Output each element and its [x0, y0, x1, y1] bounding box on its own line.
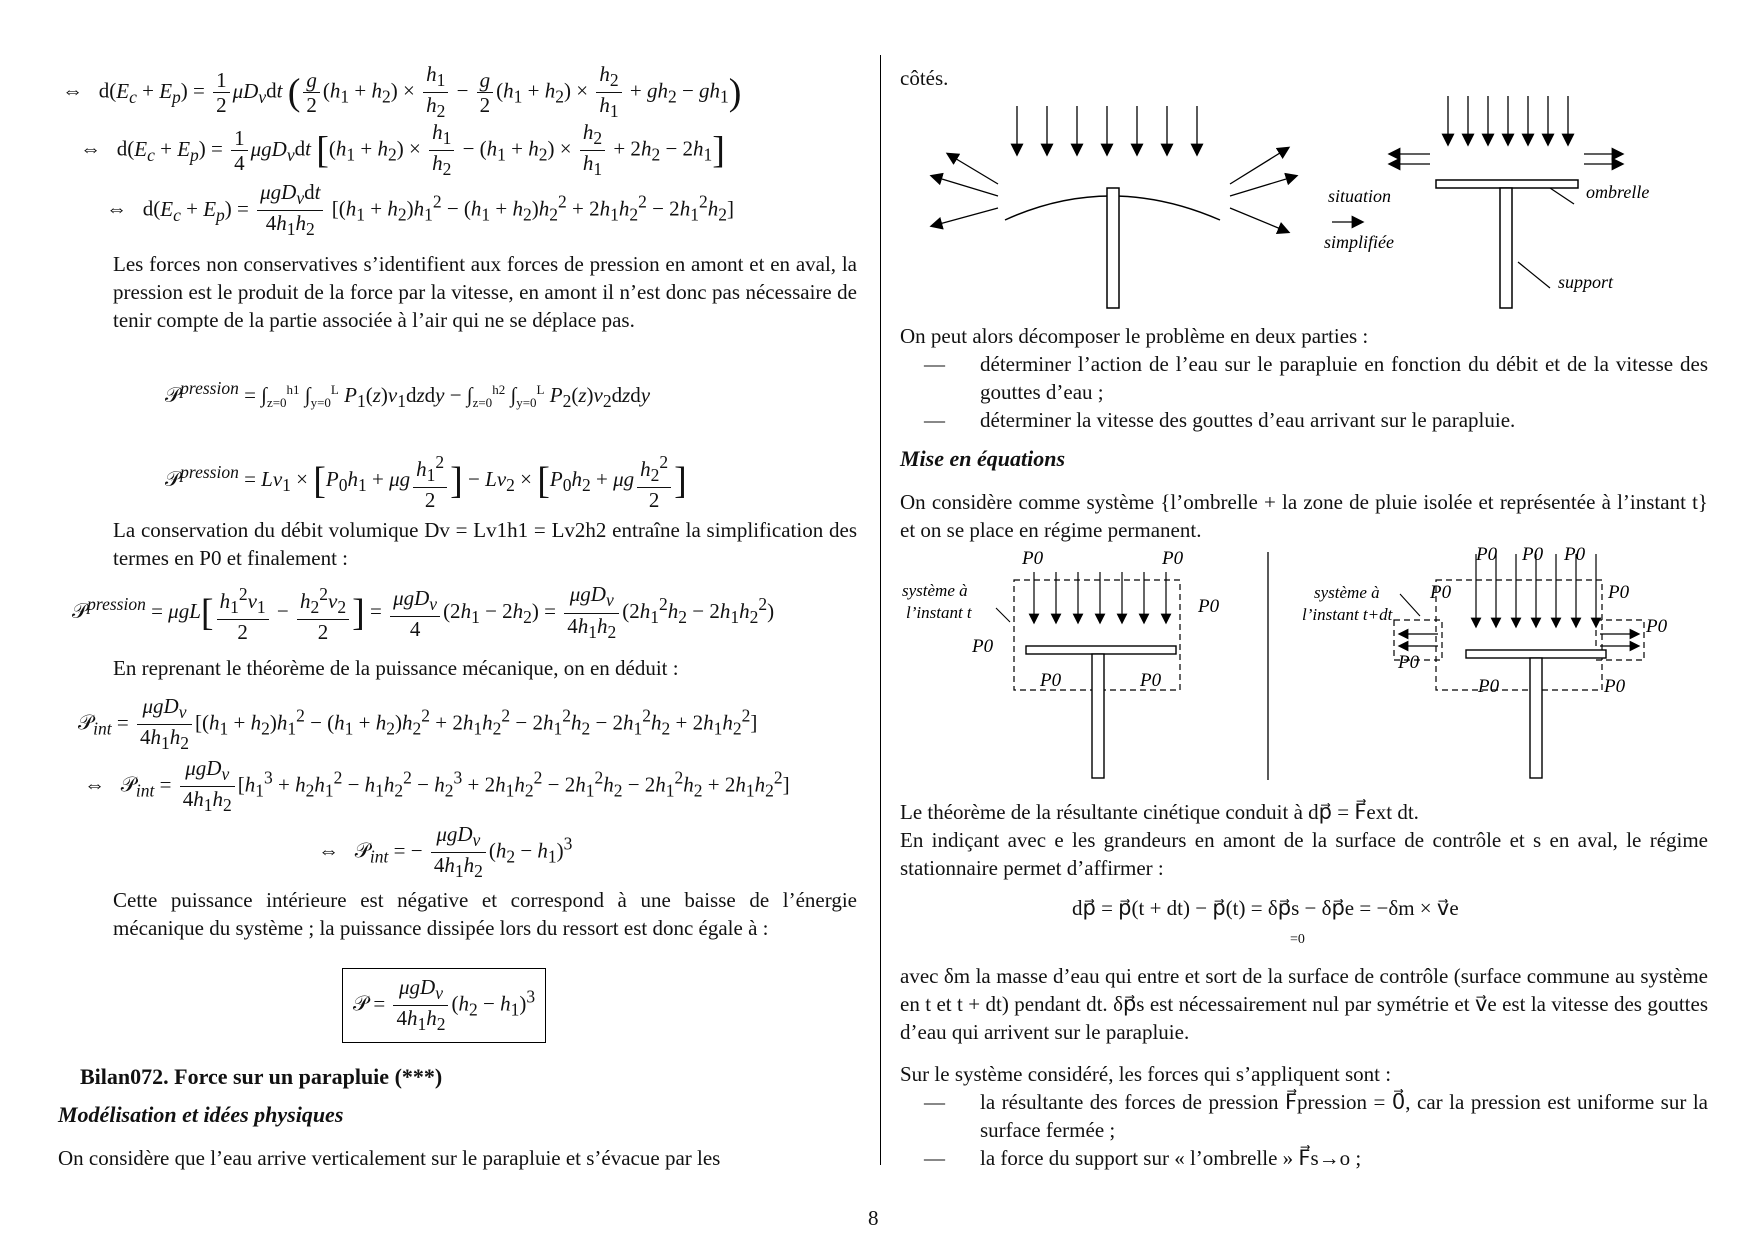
paragraph-forces-systeme: Sur le système considéré, les forces qui s’appliquent sont : — [900, 1062, 1392, 1086]
equation-8: ⇔ 𝒫$_{int}$ = $\frac{\mu gD_v}{4h_1h_2}$ $[h_1^3 + h_2h_1^2 - h_1h_2^2 - h_2^3 + 2h_1h_2^2 - 2h_1^2h_2 - 2h_1^2h_2 + 2h_1h_2^2]$ — [84, 756, 790, 816]
bullet-item: déterminer la vitesse des gouttes d’eau arrivant sur le parapluie. — [980, 408, 1516, 432]
equation-7: 𝒫$_{int}$ = $\frac{\mu gD_v}{4h_1h_2}$ $[(h_1 + h_2)h_1^2 - (h_1 + h_2)h_2^2 + 2h_1h_2^2 - 2h_1^2h_2 - 2h_1^2h_2 + 2h_1h_2^2]$ — [78, 694, 758, 754]
label-systeme-t-2: l’instant t — [906, 603, 972, 622]
p0-label: P0 — [1430, 582, 1452, 603]
paragraph-theoreme: En reprenant le théorème de la puissance mécanique, on en déduit : — [113, 656, 679, 680]
bullet-list-2 — [924, 1088, 1708, 1178]
equation-3: ⇔ $d(E_c + E_p)$ = $\frac{\mu gD_vdt}{4h_1h_2}$ $[(h_1 + h_2)h_1^2 - (h_1 + h_2)h_2^2 + 2h_1h_2^2 - 2h_1^2h_2]$ — [106, 180, 734, 240]
page-number: 8 — [868, 1206, 879, 1230]
paragraph-decomposer: On peut alors décomposer le problème en deux parties : — [900, 324, 1369, 348]
paragraph-masse: avec δm la masse d’eau qui entre et sort de la surface de contrôle (surface commune au système en t et t + dt) pendant dt. δp⃗s est nécessairement nul par symétrie et v⃗e est la vitesse des gouttes d’eau qui arrivent sur le parapluie. — [900, 964, 1708, 1044]
p0-label: P0 — [1398, 652, 1420, 673]
equation-1: ⇔ $d(E_c + E_p)$ = $\frac{1}{2}$ $\mu D_vdt$ ( $\frac{g}{2}$ $(h_1 + h_2)$ × $\frac{h_1}{h_2}$ − $\frac{g}{2}$ $(h_1 + h_2)$ × $\frac{h_2}{h_1}$ + $gh_2 - gh_1$) — [62, 62, 742, 122]
label-simplifiee: simplifiée — [1324, 232, 1394, 252]
equation-4: 𝒫$^{pression}$ = $\int_{z=0}^{h1}$ $\int_{y=0}^L$ $P_1(z)v_1dzdy - \int_{z=0}^{h2}$ $\int_{y=0}^L$ $P_2(z)v_2dzdy$ — [165, 378, 651, 412]
bullet-dash: — — [924, 408, 945, 432]
p0-label: P0 — [1478, 676, 1500, 697]
subsection-modelisation: Modélisation et idées physiques — [58, 1102, 344, 1127]
subsection-mise-en-equations: Mise en équations — [900, 446, 1066, 471]
bullet-item: la force du support sur « l’ombrelle » F⃗s→o ; — [980, 1146, 1362, 1170]
equation-5: 𝒫$^{pression}$ = $Lv_1 \times [P_0h_1 + \mu g$ $\frac{h_1^2}{2}$ ] − $Lv_2 \times [P_0h_2 + \mu g$ $\frac{h_2^2}{2}$ ] — [165, 452, 687, 513]
system-figure — [900, 546, 1708, 782]
bullet-dash: — — [924, 352, 945, 376]
paragraph-indicant: En indiçant avec e les grandeurs en amont de la surface de contrôle et s en aval, le régime stationnaire permet d’affirmer : — [900, 828, 1708, 880]
p0-label: P0 — [1522, 546, 1544, 565]
p0-label: P0 — [1198, 596, 1220, 617]
p0-label: P0 — [1040, 670, 1062, 691]
section-heading: Bilan072. Force sur un parapluie (***) — [80, 1064, 443, 1089]
label-support: support — [1558, 272, 1614, 292]
umbrella-figure — [900, 92, 1708, 320]
equation-9: ⇔ 𝒫$_{int}$ = − $\frac{\mu gD_v}{4h_1h_2}$ $(h_2 - h_1)^3$ — [318, 822, 573, 882]
paragraph-cotes: côtés. — [900, 66, 949, 90]
equation-momentum: dp⃗ = p⃗(t + dt) − p⃗(t) = δp⃗s − δp⃗e = −δm × v⃗e — [1072, 896, 1459, 920]
p0-label: P0 — [1608, 582, 1630, 603]
p0-label: P0 — [1140, 670, 1162, 691]
p0-label: P0 — [1646, 616, 1668, 637]
paragraph-eau: On considère que l’eau arrive verticalement sur le parapluie et s’évacue par les — [58, 1146, 721, 1170]
paragraph-resultante: Le théorème de la résultante cinétique conduit à dp⃗ = F⃗ext dt. — [900, 800, 1419, 824]
equation-momentum-under: =0 — [1290, 932, 1305, 947]
bullet-item: déterminer l’action de l’eau sur le parapluie en fonction du débit et de la vitesse des gouttes d’eau ; — [980, 352, 1708, 404]
p0-label: P0 — [1022, 548, 1044, 569]
paragraph-puissance: Cette puissance intérieure est négative et correspond à une baisse de l’énergie mécanique du système ; la puissance dissipée lors du ressort est donc égale à : — [113, 888, 857, 940]
p0-label: P0 — [972, 636, 994, 657]
p0-label: P0 — [1604, 676, 1626, 697]
label-systeme-t-1: système à — [902, 581, 968, 600]
p0-label: P0 — [1162, 548, 1184, 569]
p0-label: P0 — [1476, 546, 1498, 565]
label-situation: situation — [1328, 186, 1392, 206]
bullet-dash: — — [924, 1090, 945, 1114]
equation-2: ⇔ $d(E_c + E_p)$ = $\frac{1}{4}$ μgD$_v$dt [$(h_1 + h_2)$ × $\frac{h_1}{h_2}$ − $(h_1 + h_2)$ × $\frac{h_2}{h_1}$ + $2h_2 - 2h_1$] — [80, 120, 725, 180]
bullet-item: la résultante des forces de pression F⃗pression = 0⃗, car la pression est uniforme sur la surface fermée ; — [980, 1090, 1708, 1142]
label-systeme-tdt-2: l’instant t+dt — [1302, 605, 1393, 624]
equation-6: 𝒫$^{pression}$ = μgL[ $\frac{h_1^2v_1}{2}$ − $\frac{h_2^2v_2}{2}$ ] = $\frac{\mu gD_v}{4}$ $(2h_1 - 2h_2)$ = $\frac{\mu gD_v}{4h_1h_2}$ $(2h_1^2h_2 - 2h_1h_2^2)$ — [72, 582, 775, 645]
paragraph-forces: Les forces non conservatives s’identifient aux forces de pression en amont et en aval, la pression est le produit de la force par la vitesse, en amont il n’est donc pas nécessaire de tenir compte de la partie associée à l’air qui ne se déplace pas. — [113, 252, 857, 332]
bullet-list-1 — [924, 350, 1708, 430]
paragraph-conservation: La conservation du débit volumique Dv = Lv1h1 = Lv2h2 entraîne la simplification des termes en P0 et finalement : — [113, 518, 857, 570]
label-systeme-tdt-1: système à — [1314, 583, 1380, 602]
bullet-dash: — — [924, 1146, 945, 1170]
label-ombrelle: ombrelle — [1586, 182, 1650, 202]
paragraph-systeme: On considère comme système {l’ombrelle + la zone de pluie isolée et représentée à l’instant t} et on se place en régime permanent. — [900, 490, 1708, 542]
p0-label: P0 — [1564, 546, 1586, 565]
column-divider — [880, 55, 881, 1165]
boxed-result: 𝒫 = $\frac{\mu gD_v}{4h_1h_2}$ $(h_2 - h_1)^3$ — [342, 968, 546, 1043]
